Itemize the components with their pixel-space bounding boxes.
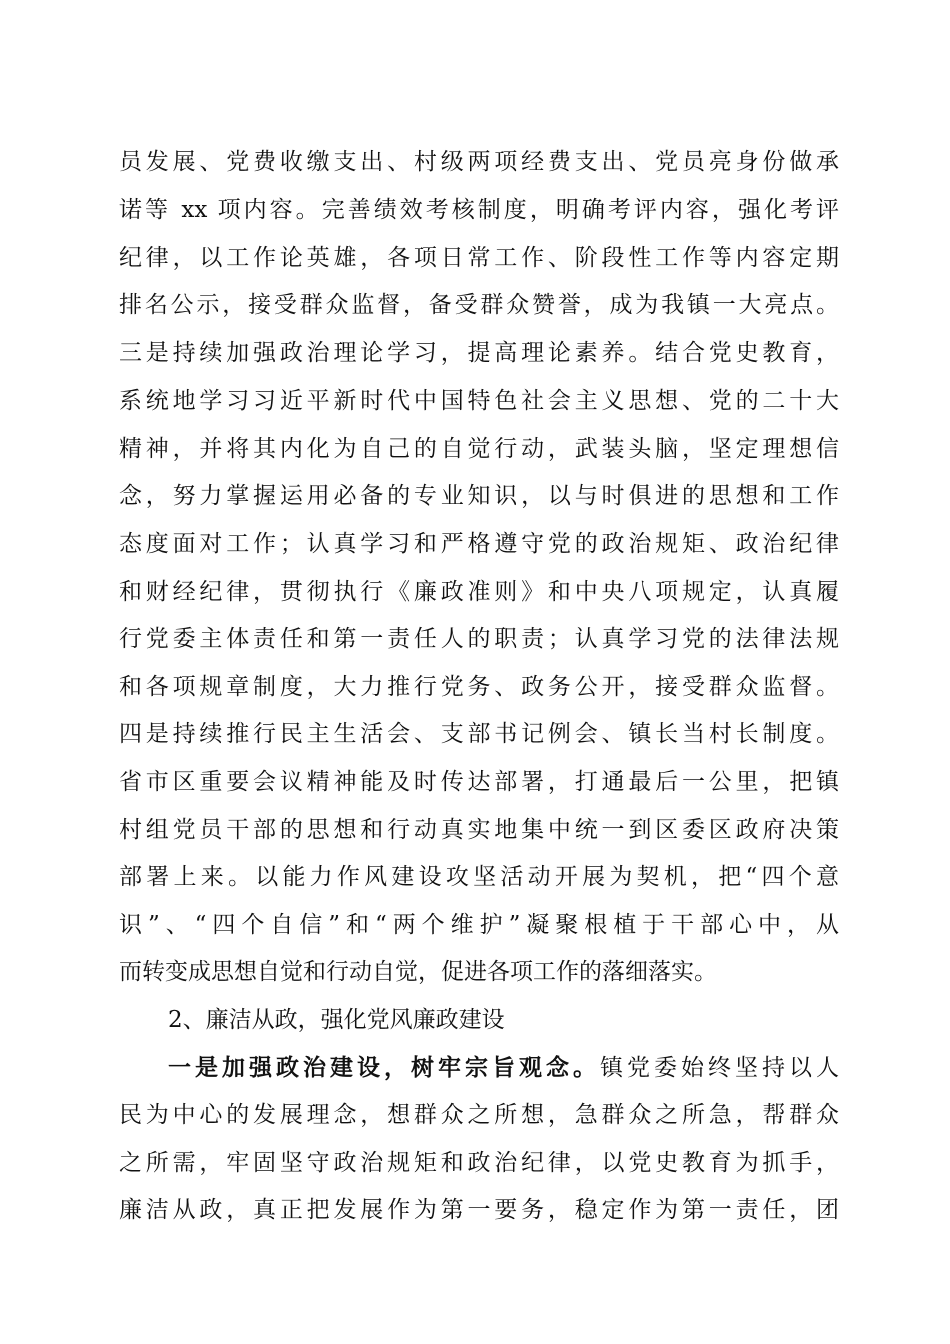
text-line: 和财经纪律，贯彻执行《廉政准则》和中央八项规定，认真履 [119,579,839,605]
text-line: 诺等 xx 项内容。完善绩效考核制度，明确考评内容，强化考评 [119,197,839,223]
text-line: 民为中心的发展理念，想群众之所想，急群众之所急，帮群众 [119,1102,839,1128]
text-line: 省市区重要会议精神能及时传达部署，打通最后一公里，把镇 [119,769,839,795]
text-run: 镇党委始终坚持以人 [600,1055,839,1081]
text-line: 态度面对工作；认真学习和严格遵守党的政治规矩、政治纪律 [119,531,839,557]
section-heading: 2、廉洁从政，强化党风廉政建设 [168,1007,505,1033]
text-line: 和各项规章制度，大力推行党务、政务公开，接受群众监督。 [119,674,839,700]
text-line: 识”、“四个自信”和“两个维护”凝聚根植于干部心中，从 [119,912,839,938]
text-line: 之所需，牢固坚守政治规矩和政治纪律，以党史教育为抓手， [119,1150,839,1176]
text-line: 排名公示，接受群众监督，备受群众赞誉，成为我镇一大亮点。 [119,292,839,318]
bold-lead-text: 一是加强政治建设，树牢宗旨观念。 [168,1054,600,1081]
text-line: 村组党员干部的思想和行动真实地集中统一到区委区政府决策 [119,817,839,843]
text-line: 系统地学习习近平新时代中国特色社会主义思想、党的二十大 [119,388,839,414]
text-line: 而转变成思想自觉和行动自觉，促进各项工作的落细落实。 [119,959,717,985]
text-line: 部署上来。以能力作风建设攻坚活动开展为契机，把“四个意 [119,864,839,890]
text-line: 纪律，以工作论英雄，各项日常工作、阶段性工作等内容定期 [119,245,839,271]
text-line: 四是持续推行民主生活会、支部书记例会、镇长当村长制度。 [119,721,839,747]
text-line: 行党委主体责任和第一责任人的职责；认真学习党的法律法规 [119,626,839,652]
text-line: 念，努力掌握运用必备的专业知识，以与时俱进的思想和工作 [119,483,839,509]
text-line: 精神，并将其内化为自己的自觉行动，武装头脑，坚定理想信 [119,436,839,462]
text-line: 三是持续加强政治理论学习，提高理论素养。结合党史教育， [119,340,839,366]
text-line: 员发展、党费收缴支出、村级两项经费支出、党员亮身份做承 [119,149,839,175]
paragraph-first-line [168,1048,839,1088]
text-line: 廉洁从政，真正把发展作为第一要务，稳定作为第一责任，团 [119,1197,839,1223]
